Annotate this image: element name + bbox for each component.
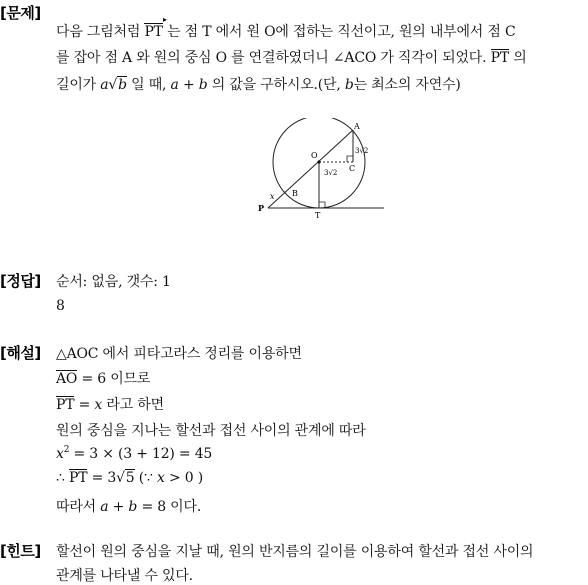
solution-text: = 3√ bbox=[87, 470, 125, 486]
problem-line-3 bbox=[56, 74, 461, 94]
label-ac-length: 3√2 bbox=[355, 147, 369, 155]
solution-label: [해설] bbox=[0, 344, 41, 362]
solution-text: = 8 이다. bbox=[137, 499, 202, 515]
solution-text: = bbox=[74, 397, 95, 413]
solution-line-3 bbox=[56, 394, 164, 414]
solution-line-4: 원의 중심을 지나는 할선과 접선 사이의 관계에 따라 bbox=[56, 423, 366, 439]
solution-text: (∵ bbox=[134, 470, 157, 486]
problem-text: 의 bbox=[508, 50, 527, 66]
segment-ao: AO bbox=[56, 371, 78, 387]
var-x: x bbox=[94, 397, 103, 413]
solution-text: 라고 하면 bbox=[102, 397, 164, 413]
label-a: A bbox=[354, 122, 360, 131]
solution-line-5 bbox=[56, 445, 212, 462]
hint-label: [힌트] bbox=[0, 542, 41, 560]
hint-line-2: 관계를 나타낼 수 있다. bbox=[56, 568, 193, 584]
segment-pt: PT bbox=[68, 470, 88, 486]
var-x: x bbox=[157, 470, 165, 486]
segment-pt bbox=[144, 15, 167, 40]
var-b: b bbox=[344, 77, 354, 93]
answer-line-1: 순서: 없음, 갯수: 1 bbox=[56, 274, 171, 290]
problem-line-1 bbox=[56, 15, 516, 41]
therefore-symbol: ∴ bbox=[56, 470, 69, 486]
solution-text: = 6 이므로 bbox=[77, 371, 151, 387]
center-point-o bbox=[317, 160, 320, 163]
var-a: a bbox=[100, 77, 109, 93]
solution-line-7 bbox=[56, 496, 201, 516]
segment-pt: PT bbox=[490, 50, 509, 66]
expr-a-plus-b: a + b bbox=[170, 77, 208, 93]
expr-a-plus-b: a + b bbox=[100, 499, 138, 515]
geometry-figure bbox=[250, 118, 390, 224]
label-o: O bbox=[311, 151, 318, 160]
problem-label: [문제] bbox=[0, 4, 41, 22]
problem-line-2 bbox=[56, 47, 527, 67]
answer-label: [정답] bbox=[0, 272, 41, 290]
vector-arrow-icon: ▸ bbox=[162, 15, 167, 24]
problem-text: 는 점 T 에서 원 O에 접하는 직선이고, 원의 내부에서 점 C bbox=[162, 24, 516, 40]
solution-text: = 3 × (3 + 12) = 45 bbox=[69, 446, 213, 462]
hint-line-1: 할선이 원의 중심을 지날 때, 원의 반지름의 길이를 이용하여 할선과 접선 사이의 bbox=[56, 544, 534, 560]
problem-text: 를 잡아 점 A 와 원의 중심 O 를 연결하였더니 ∠ACO 가 직각이 되었다. bbox=[56, 50, 491, 66]
secant-line-pa bbox=[268, 130, 356, 208]
problem-text: 다음 그림처럼 bbox=[56, 24, 145, 40]
label-t: T bbox=[315, 211, 321, 220]
solution-text: > 0 ) bbox=[164, 470, 203, 486]
var-b-radicand: b bbox=[118, 77, 127, 93]
label-oc-length: 3√2 bbox=[324, 169, 338, 177]
var-x: x bbox=[56, 446, 64, 462]
solution-line-1: △AOC 에서 피타고라스 정리를 이용하면 bbox=[56, 346, 302, 362]
solution-line-6 bbox=[56, 470, 203, 486]
exponent: 2 bbox=[63, 445, 70, 455]
sqrt-sign: √ bbox=[108, 77, 118, 93]
segment-pt: PT bbox=[56, 397, 75, 413]
label-x: x bbox=[270, 192, 275, 201]
answer-value: 8 bbox=[56, 298, 65, 314]
problem-text: 일 때, bbox=[126, 77, 171, 93]
right-angle-marker-t bbox=[319, 202, 325, 208]
label-b: B bbox=[292, 189, 298, 198]
problem-text: 는 최소의 자연수) bbox=[353, 77, 461, 93]
solution-line-2 bbox=[56, 368, 150, 388]
problem-text: 의 값을 구하시오.(단, bbox=[207, 77, 345, 93]
segment-pt-text: PT bbox=[144, 24, 163, 40]
label-c: C bbox=[349, 164, 356, 173]
label-p: P bbox=[258, 203, 265, 213]
solution-text: 따라서 bbox=[56, 499, 101, 515]
problem-text: 길이가 bbox=[56, 77, 101, 93]
radicand: 5 bbox=[125, 470, 135, 486]
right-angle-marker bbox=[347, 156, 353, 162]
